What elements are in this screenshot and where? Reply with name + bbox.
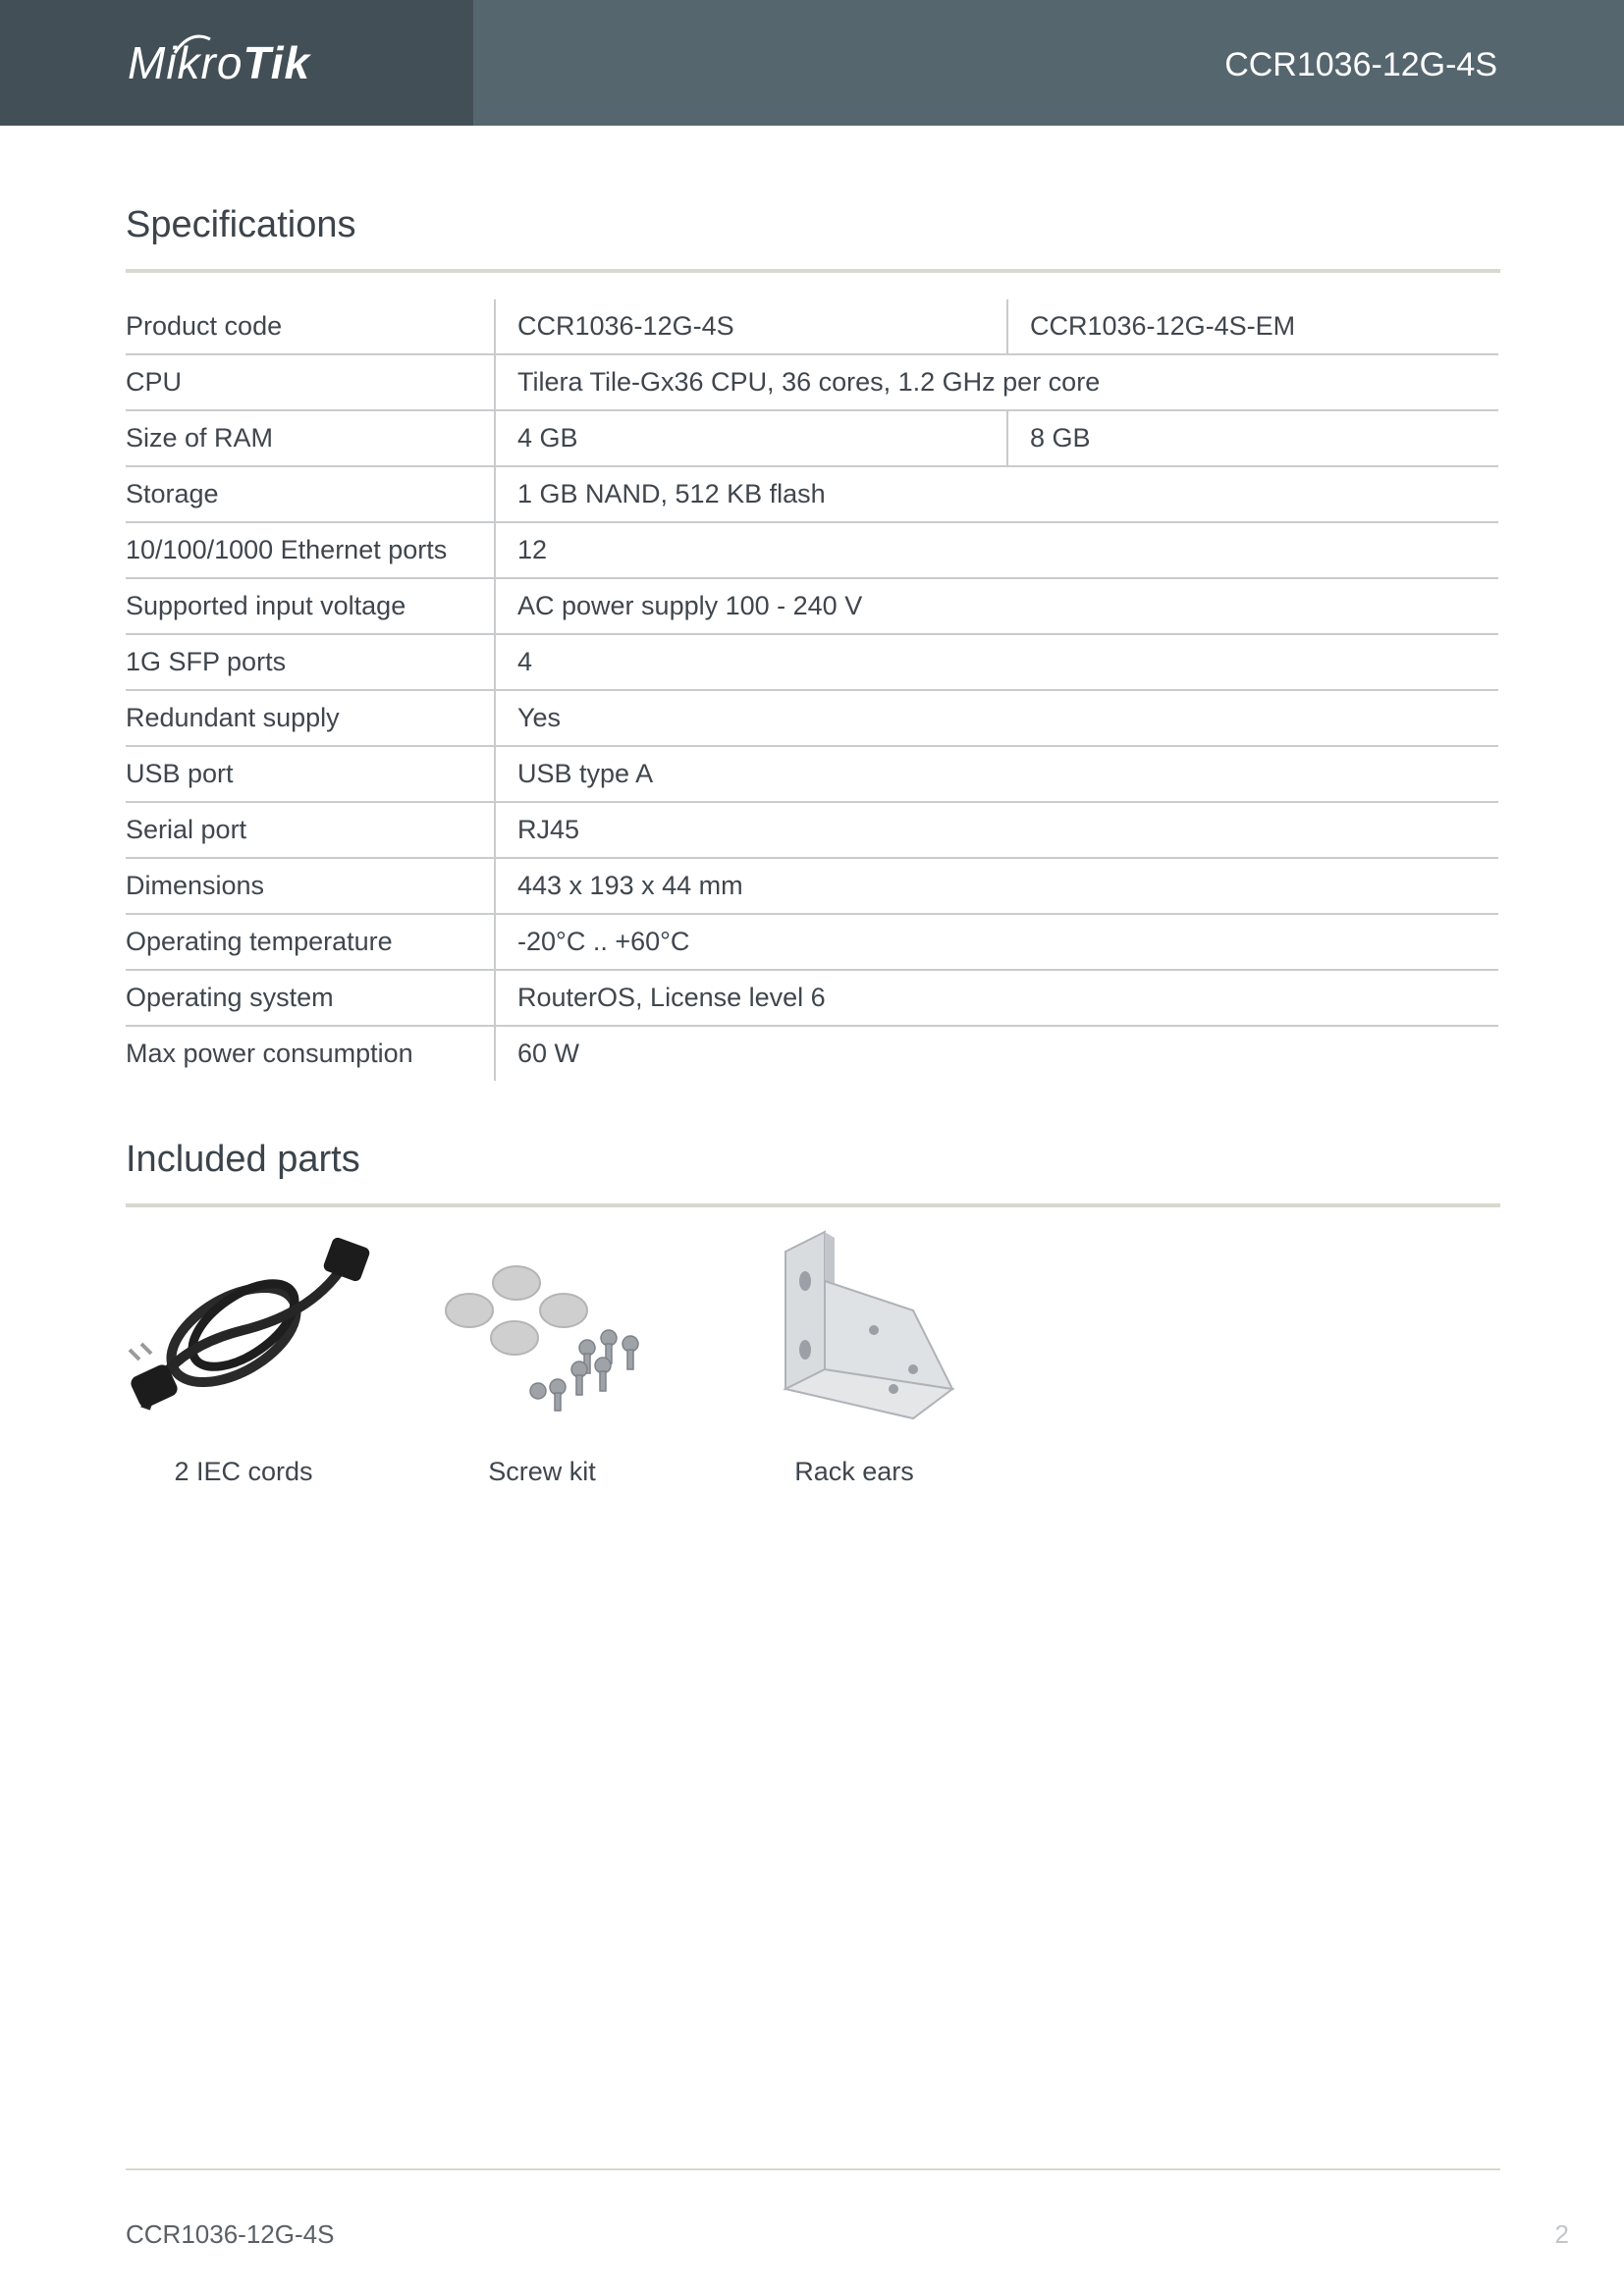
- spec-row: [126, 354, 1498, 410]
- spec-value: -20°C .. +60°C: [495, 914, 1498, 970]
- spec-value: 4 GB: [495, 410, 1007, 466]
- rack-ear-icon: [766, 1222, 962, 1438]
- spec-value: USB type A: [495, 746, 1498, 802]
- part-label-rack-ears: Rack ears: [794, 1457, 914, 1486]
- spec-label: Serial port: [126, 802, 495, 858]
- spec-row: [126, 858, 1498, 914]
- spec-value: Yes: [495, 690, 1498, 746]
- spec-label: CPU: [126, 354, 495, 410]
- spec-value: 443 x 193 x 44 mm: [495, 858, 1498, 914]
- page-number: 2: [1554, 2219, 1569, 2249]
- spec-row: [126, 690, 1498, 746]
- screw-kit-icon: [440, 1222, 656, 1418]
- header-model-name: CCR1036-12G-4S: [1224, 46, 1497, 83]
- spec-value: AC power supply 100 - 240 V: [495, 578, 1498, 634]
- spec-value: 1 GB NAND, 512 KB flash: [495, 466, 1498, 522]
- spec-row: [126, 466, 1498, 522]
- spec-label: Storage: [126, 466, 495, 522]
- spec-row: [126, 970, 1498, 1026]
- footer-model-name: CCR1036-12G-4S: [126, 2219, 335, 2249]
- mikrotik-logo: MikroTik: [128, 37, 311, 88]
- logo-swoosh-icon: [173, 33, 212, 57]
- spec-value: Tilera Tile-Gx36 CPU, 36 cores, 1.2 GHz per core: [495, 354, 1498, 410]
- spec-value: CCR1036-12G-4S: [495, 299, 1007, 354]
- spec-value: 4: [495, 634, 1498, 690]
- spec-row: [126, 410, 1498, 466]
- spec-label: Redundant supply: [126, 690, 495, 746]
- spec-label: Operating temperature: [126, 914, 495, 970]
- spec-row: [126, 914, 1498, 970]
- page-header: [0, 0, 1624, 126]
- spec-label: USB port: [126, 746, 495, 802]
- included-parts-title: Included parts: [126, 1139, 360, 1180]
- specifications-rule: [126, 269, 1500, 273]
- specifications-title: Specifications: [126, 204, 356, 245]
- part-label-screw-kit: Screw kit: [488, 1457, 596, 1486]
- footer-rule: [126, 2168, 1500, 2170]
- spec-label: Supported input voltage: [126, 578, 495, 634]
- spec-row: [126, 802, 1498, 858]
- spec-value: 60 W: [517, 1039, 580, 1068]
- spec-value: RJ45: [495, 802, 1498, 858]
- spec-label: 10/100/1000 Ethernet ports: [126, 522, 495, 578]
- spec-value: 8 GB: [1007, 410, 1498, 466]
- spec-label: Operating system: [126, 970, 495, 1026]
- spec-label: Product code: [126, 299, 495, 354]
- spec-row: [126, 634, 1498, 690]
- spec-label: Dimensions: [126, 858, 495, 914]
- spec-label: 1G SFP ports: [126, 634, 495, 690]
- specifications-table: [126, 299, 1498, 1081]
- spec-row: [126, 746, 1498, 802]
- spec-row: [126, 299, 1498, 354]
- power-cord-icon: [126, 1222, 371, 1418]
- logo-panel: [0, 0, 473, 126]
- spec-value: 12: [495, 522, 1498, 578]
- spec-row: [126, 522, 1498, 578]
- spec-value: CCR1036-12G-4S-EM: [1007, 299, 1498, 354]
- spec-label: Max power consumption: [126, 1026, 495, 1081]
- spec-row: [126, 578, 1498, 634]
- part-label-iec-cords: 2 IEC cords: [174, 1457, 313, 1486]
- spec-label: Size of RAM: [126, 410, 495, 466]
- included-parts-rule: [126, 1203, 1500, 1207]
- spec-row: [126, 1026, 1498, 1081]
- spec-value: RouterOS, License level 6: [495, 970, 1498, 1026]
